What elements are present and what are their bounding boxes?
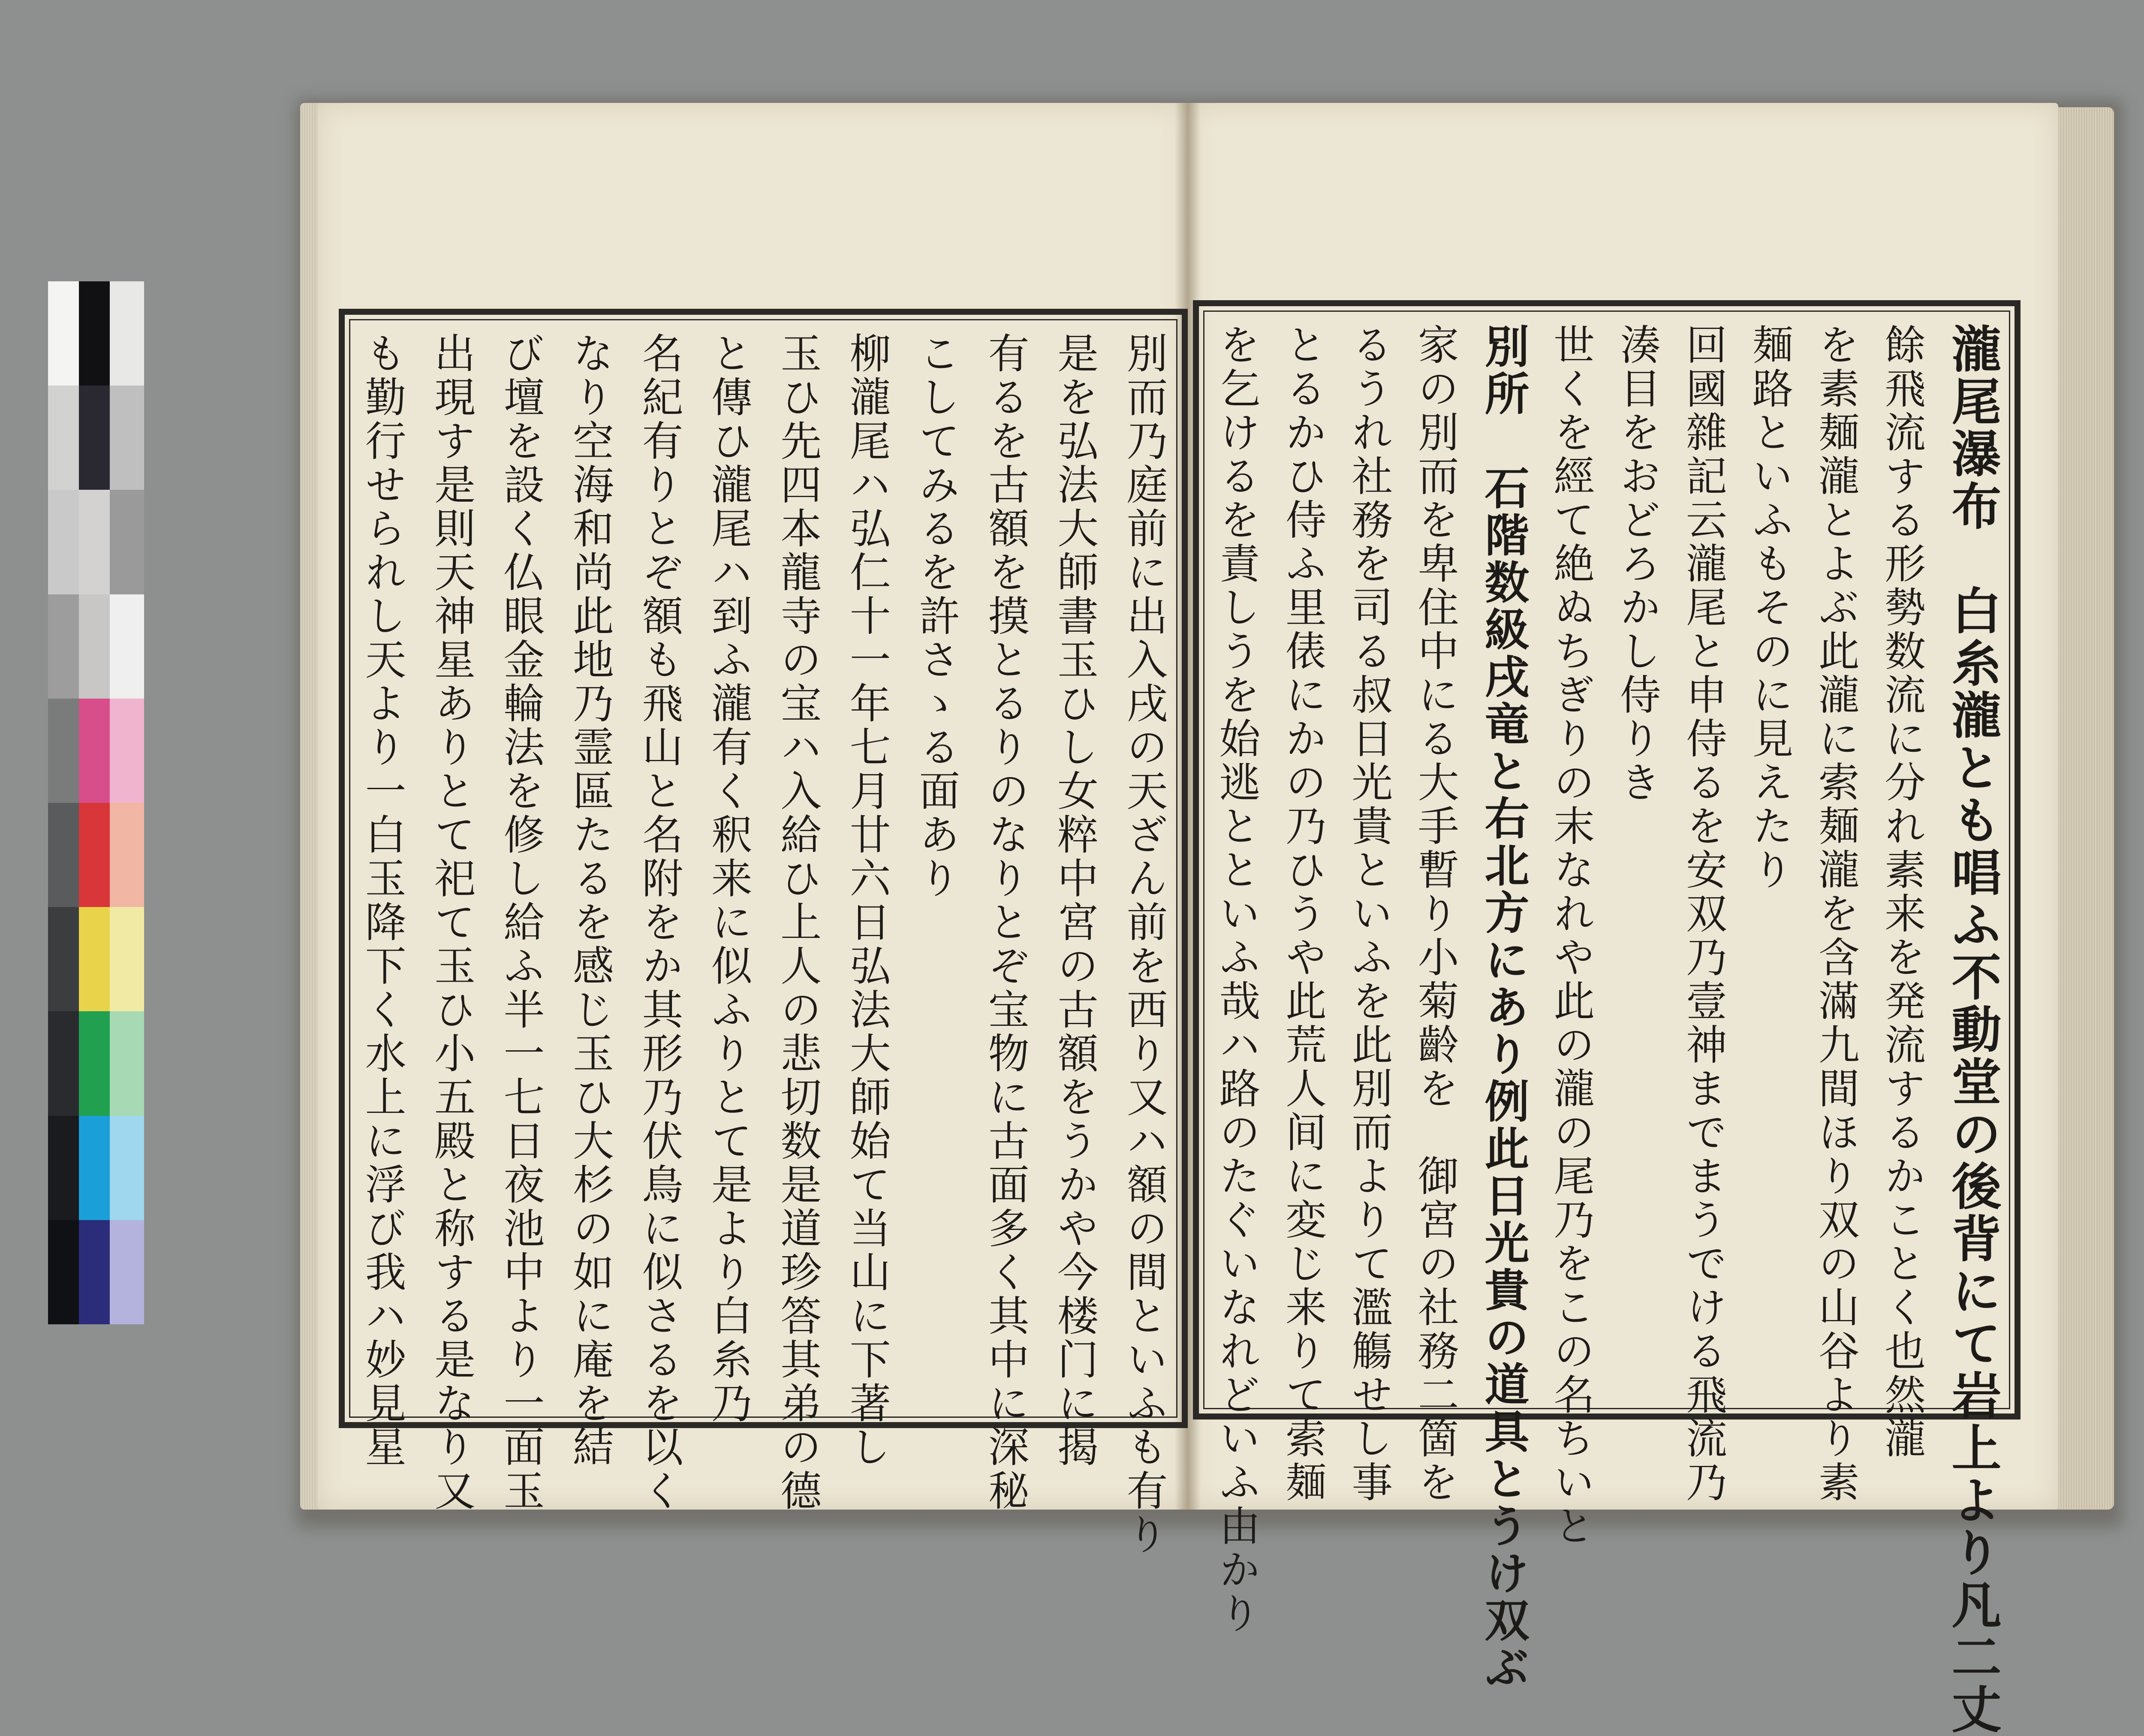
text-column: も勤行せられし天より一白玉降下く水上に浮び我ハ妙見星 xyxy=(358,332,407,1469)
gray-scale-column xyxy=(48,281,79,1324)
color-patch xyxy=(79,281,110,386)
color-patch xyxy=(79,907,110,1011)
color-patch xyxy=(79,699,110,803)
left-page-text-frame xyxy=(339,309,1188,1557)
text-column: 回國雜記云瀧尾と申侍るを安双乃壹神までまうでける飛流乃 xyxy=(1679,323,1728,1504)
color-patch xyxy=(79,803,110,907)
color-patch xyxy=(48,386,79,490)
color-patch xyxy=(110,803,144,907)
text-column: と傳ひ瀧尾ハ到ふ瀧有く釈来に似ふりとて是より白糸乃 xyxy=(705,332,753,1426)
text-column: を乞けるを責しうを始逃とといふ哉ハ路のたぐいなれどいふ由かり xyxy=(1213,323,1261,1636)
color-patch xyxy=(48,594,79,699)
color-patch xyxy=(110,490,144,594)
color-patch xyxy=(48,803,79,907)
color-patch xyxy=(79,490,110,594)
tint-patch-column xyxy=(110,281,144,1324)
color-patch xyxy=(48,1011,79,1115)
text-column: なり空海和尚此地乃霊區たるを感じ玉ひ大杉の如に庵を結 xyxy=(566,332,614,1469)
color-patch xyxy=(110,1220,144,1324)
color-patch xyxy=(110,1011,144,1115)
text-column: 是を弘法大師書玉ひし女粹中宮の古額をうかや今楼门に揭 xyxy=(1051,332,1099,1469)
text-column: 餘飛流する形勢数流に分れ素来を発流するかことく也然瀧 xyxy=(1878,323,1926,1461)
text-column: 別所 石階数級戌竜と右北方にあり例此日光貴の道具とうけ双ぶ xyxy=(1477,323,1530,1691)
text-column: 有るを古額を摸とるりのなりとぞ宝物に古面多く其中に深秘 xyxy=(982,332,1030,1513)
color-patch xyxy=(79,1011,110,1115)
color-patch xyxy=(48,281,79,386)
color-patch xyxy=(110,699,144,803)
text-column: とるかひ侍ふ里俵にかの乃ひうや此荒人间に変じ来りて索麺 xyxy=(1279,323,1327,1504)
text-column: 柳瀧尾ハ弘仁十一年七月廿六日弘法大師始て当山に下著し xyxy=(843,332,891,1469)
color-patch xyxy=(48,1116,79,1220)
color-patch xyxy=(110,281,144,386)
color-patch xyxy=(110,386,144,490)
left-text-columns xyxy=(358,332,1168,1557)
text-column: 湊目をおどろかし侍りき xyxy=(1613,323,1662,805)
right-page-text-frame xyxy=(1193,300,2021,1736)
text-column: を素麺瀧とよぶ此瀧に索麺瀧を含滿九間ほり双の山谷より素 xyxy=(1812,323,1860,1504)
color-patch xyxy=(110,907,144,1011)
color-patch xyxy=(48,490,79,594)
color-patch xyxy=(48,699,79,803)
text-column: び壇を設く仏眼金輪法を修し給ふ半一七日夜池中より一面玉 xyxy=(497,332,545,1513)
color-patch xyxy=(79,1220,110,1324)
text-column: るうれ社務を司る叔日光貴といふを此別而よりて濫觴せし事 xyxy=(1345,323,1393,1504)
text-column: 麺路といふもそのに見えたり xyxy=(1745,323,1794,892)
color-patch-column xyxy=(79,281,110,1324)
color-patch xyxy=(79,386,110,490)
color-patch xyxy=(79,594,110,699)
color-checker-card xyxy=(48,281,144,1324)
text-column: 名紀有りとぞ額も飛山と名附をか其形乃伏鳥に似さるを以く xyxy=(635,332,684,1513)
text-column: 瀧尾瀑布 白糸瀧とも唱ふ不動堂の後背にて岩上より凡二丈 xyxy=(1943,323,2002,1736)
text-column: 家の別而を卑住中にる大手暫り小菊齡を 御宮の社務二箇を xyxy=(1411,323,1460,1504)
color-patch xyxy=(48,1220,79,1324)
text-column: こしてみるを許さゝる面あり xyxy=(912,332,961,901)
color-patch xyxy=(79,1116,110,1220)
color-patch xyxy=(110,1116,144,1220)
color-patch xyxy=(48,907,79,1011)
right-text-columns xyxy=(1213,323,2002,1736)
text-column: 玉ひ先四本龍寺の宝ハ入給ひ上人の悲切数是道珍答其弟の德 xyxy=(774,332,822,1513)
color-patch xyxy=(110,594,144,699)
text-column: 世くを經て絶ぬちぎりの末なれや此の瀧の尾乃をこの名ちいと xyxy=(1547,323,1595,1548)
text-column: 別而乃庭前に出入戌の天ざん前を西り又ハ額の間といふも有り xyxy=(1120,332,1168,1557)
text-column: 出現す是則天神星ありとて祀て玉ひ小五殿と称する是なり又 xyxy=(428,332,476,1513)
